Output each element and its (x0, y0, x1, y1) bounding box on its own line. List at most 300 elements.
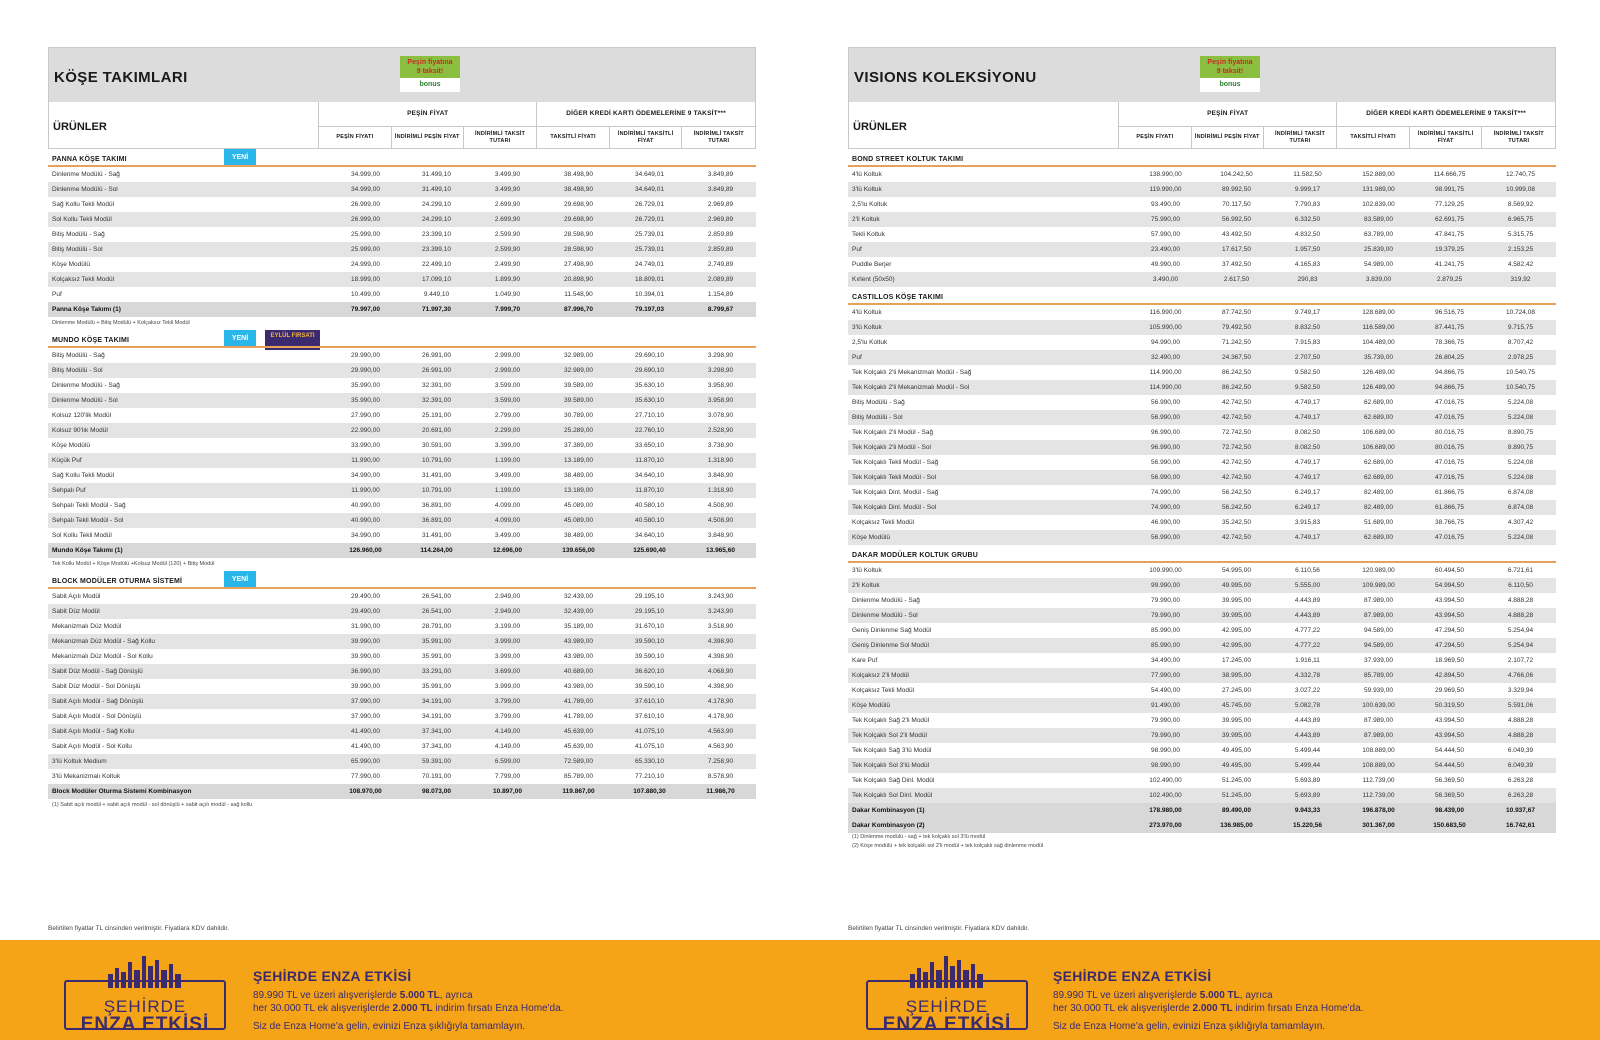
table-row (848, 758, 1556, 773)
price-cell: 61.866,75 (1435, 489, 1464, 496)
total-cell: 10.897,00 (493, 788, 522, 795)
price-cell: 34.999,00 (351, 171, 380, 178)
price-cell: 29.195,10 (635, 593, 664, 600)
product-name: Bitiş Modülü - Sağ (52, 352, 105, 359)
price-cell: 86.242,50 (1222, 384, 1251, 391)
price-cell: 62.689,00 (1364, 399, 1393, 406)
price-cell: 40.689,00 (564, 668, 593, 675)
price-cell: 6.263,28 (1507, 792, 1534, 799)
price-cell: 82.489,00 (1364, 489, 1393, 496)
table-row (848, 515, 1556, 530)
product-name: Sol Kollu Tekli Modül (52, 532, 112, 539)
price-cell: 29.969,50 (1435, 687, 1464, 694)
price-cell: 2.089,89 (707, 276, 734, 283)
price-cell: 138.990,00 (1149, 171, 1182, 178)
table-row (848, 182, 1556, 197)
price-cell: 72.589,00 (564, 758, 593, 765)
price-cell: 87.989,00 (1364, 732, 1393, 739)
total-row (848, 818, 1556, 833)
price-cell: 94.866,75 (1435, 369, 1464, 376)
price-cell: 79.990,00 (1151, 597, 1180, 604)
price-cell: 37.389,00 (564, 442, 593, 449)
price-cell: 34.990,00 (351, 532, 380, 539)
bonus-logo: bonus (419, 81, 441, 88)
price-cell: 40.580,10 (635, 517, 664, 524)
price-cell: 78.366,75 (1435, 339, 1464, 346)
product-name: Sabit Açılı Modül - Sağ Dönüşlü (52, 698, 144, 705)
product-name: 3'lü Koltuk (852, 324, 882, 331)
price-cell: 7.258,90 (707, 758, 734, 765)
table-row (48, 257, 756, 272)
price-cell: 4.099,00 (494, 502, 521, 509)
price-cell: 43.492,50 (1222, 231, 1251, 238)
price-cell: 3.999,00 (494, 638, 521, 645)
price-cell: 32.490,00 (1151, 354, 1180, 361)
price-cell: 4.888,28 (1507, 612, 1534, 619)
price-cell: 23.399,10 (422, 246, 451, 253)
enza-logo (866, 952, 1028, 1034)
price-cell: 10.791,00 (422, 487, 451, 494)
table-row (48, 649, 756, 664)
price-cell: 93.490,00 (1151, 201, 1180, 208)
price-cell: 112.739,00 (1362, 777, 1395, 784)
new-badge: YENİ (224, 330, 256, 348)
table-row (848, 425, 1556, 440)
price-cell: 4.443,89 (1294, 612, 1321, 619)
price-cell: 106.689,00 (1362, 429, 1395, 436)
price-cell: 35.990,00 (351, 397, 380, 404)
total-name: Block Modüler Oturma Sistemi Kombinasyon (52, 788, 192, 795)
price-cell: 5.499,44 (1294, 762, 1321, 769)
price-cell: 50.319,50 (1435, 702, 1464, 709)
price-cell: 6.049,39 (1507, 747, 1534, 754)
total-cell: 10.937,67 (1506, 807, 1535, 814)
price-cell: 74.990,00 (1151, 489, 1180, 496)
price-cell: 87.742,50 (1222, 309, 1251, 316)
price-cell: 6.874,08 (1507, 504, 1534, 511)
section-header (848, 545, 1556, 563)
table-row (48, 438, 756, 453)
price-cell: 8.569,92 (1507, 201, 1534, 208)
price-cell: 29.690,10 (635, 352, 664, 359)
table-row (848, 563, 1556, 578)
price-cell: 42.742,50 (1222, 534, 1251, 541)
price-cell: 94.990,00 (1151, 339, 1180, 346)
banner-line2: her 30.000 TL ek alışverişlerde 2.000 TL indirim fırsatı Enza Home'da. (253, 1003, 564, 1014)
table-row (48, 754, 756, 769)
total-cell: 114.264,00 (420, 547, 453, 554)
price-cell: 5.315,75 (1507, 231, 1534, 238)
price-cell: 94.589,00 (1364, 627, 1393, 634)
price-cell: 4.332,78 (1294, 672, 1321, 679)
price-cell: 10.999,08 (1506, 186, 1535, 193)
price-cell: 152.889,00 (1362, 171, 1395, 178)
price-cell: 5.693,89 (1294, 792, 1321, 799)
product-name: Puf (852, 246, 862, 253)
price-cell: 29.698,90 (564, 216, 593, 223)
price-cell: 24.299,10 (422, 201, 451, 208)
price-cell: 43.994,50 (1435, 612, 1464, 619)
table-row (848, 728, 1556, 743)
price-cell: 120.989,00 (1362, 567, 1395, 574)
total-row (48, 302, 756, 317)
price-cell: 56.369,50 (1435, 792, 1464, 799)
price-cell: 86.242,50 (1222, 369, 1251, 376)
price-cell: 39.990,00 (351, 653, 380, 660)
price-cell: 105.990,00 (1149, 324, 1182, 331)
section-title: CASTILLOS KÖŞE TAKIMI (852, 294, 944, 301)
price-cell: 32.439,00 (564, 608, 593, 615)
product-name: 2'li Koltuk (852, 216, 880, 223)
column-header: İNDİRİMLİ TAKSİTLİ FİYAT (1410, 127, 1483, 148)
price-cell: 6.965,75 (1507, 216, 1534, 223)
price-cell: 131.989,00 (1362, 186, 1395, 193)
section-note: Tek Kollu Modül + Köşe Modülü +Kolsuz Modül (120) + Bitiş Modül (52, 561, 215, 567)
price-cell: 32.989,00 (564, 352, 593, 359)
product-name: Mekanizmalı Düz Modül - Sol Kollu (52, 653, 153, 660)
table-row (848, 485, 1556, 500)
product-name: Geniş Dinlenme Sağ Modül (852, 627, 932, 634)
price-cell: 34.640,10 (635, 532, 664, 539)
price-cell: 5.254,94 (1507, 642, 1534, 649)
price-cell: 36.891,00 (422, 517, 451, 524)
price-cell: 63.789,00 (1364, 231, 1393, 238)
price-cell: 5.254,94 (1507, 627, 1534, 634)
section-header (48, 330, 756, 348)
price-cell: 39.990,00 (351, 638, 380, 645)
price-cell: 27.990,00 (351, 412, 380, 419)
table-row (48, 513, 756, 528)
column-subheaders (1337, 127, 1555, 148)
price-cell: 56.990,00 (1151, 414, 1180, 421)
price-cell: 42.742,50 (1222, 459, 1251, 466)
table-row (848, 335, 1556, 350)
product-name: Puf (852, 354, 862, 361)
price-cell: 34.649,01 (635, 186, 664, 193)
price-cell: 4.749,17 (1294, 414, 1321, 421)
price-cell: 7.915,83 (1294, 339, 1321, 346)
price-cell: 39.995,00 (1222, 597, 1251, 604)
price-cell: 4.307,42 (1507, 519, 1534, 526)
price-cell: 35.990,00 (351, 382, 380, 389)
total-cell: 98.073,00 (422, 788, 451, 795)
logo-line2: ENZA ETKİSİ (882, 1014, 1012, 1035)
price-cell: 4.888,28 (1507, 732, 1534, 739)
table-row (48, 664, 756, 679)
price-cell: 6.249,17 (1294, 489, 1321, 496)
promo-badge (1200, 56, 1260, 92)
product-name: Sabit Açılı Modül - Sol Kollu (52, 743, 132, 750)
price-cell: 85.789,00 (1364, 672, 1393, 679)
price-cell: 2.999,00 (494, 352, 521, 359)
price-cell: 34.999,00 (351, 186, 380, 193)
price-cell: 2.749,89 (707, 261, 734, 268)
product-name: Tek Kolçaklı Sağ 2'li Modül (852, 717, 930, 724)
price-cell: 38.766,75 (1435, 519, 1464, 526)
price-cell: 24.367,50 (1222, 354, 1251, 361)
price-cell: 47.016,75 (1435, 534, 1464, 541)
price-cell: 112.739,00 (1362, 792, 1395, 799)
price-cell: 114.990,00 (1149, 369, 1182, 376)
price-cell: 4.749,17 (1294, 459, 1321, 466)
column-group-title: DİĞER KREDİ KARTI ÖDEMELERİNE 9 TAKSİT*** (537, 102, 755, 127)
price-cell: 37.990,00 (351, 713, 380, 720)
table-row (48, 182, 756, 197)
logo-line1: ŞEHİRDE (905, 997, 989, 1016)
price-cell: 11.582,50 (1293, 171, 1322, 178)
table-row (48, 634, 756, 649)
price-cell: 87.989,00 (1364, 717, 1393, 724)
price-cell: 38.498,90 (564, 171, 593, 178)
price-cell: 79.492,50 (1222, 324, 1251, 331)
price-cell: 4.888,28 (1507, 597, 1534, 604)
price-cell: 4.749,17 (1294, 399, 1321, 406)
price-cell: 61.866,75 (1435, 504, 1464, 511)
product-name: Puf (52, 291, 62, 298)
price-cell: 36.891,00 (422, 502, 451, 509)
price-cell: 8.082,50 (1294, 444, 1321, 451)
price-cell: 3.699,00 (494, 668, 521, 675)
promo-line2: 9 taksit! (416, 68, 444, 75)
price-cell: 6.332,50 (1294, 216, 1321, 223)
section-header (848, 149, 1556, 167)
price-cell: 1.318,90 (707, 457, 734, 464)
price-cell: 3.490,00 (1152, 276, 1179, 283)
product-name: Bitiş Modülü - Sol (852, 414, 903, 421)
product-name: Bitiş Modülü - Sağ (852, 399, 905, 406)
price-cell: 2.879,25 (1436, 276, 1463, 283)
section-header (848, 287, 1556, 305)
price-cell: 2.499,90 (494, 261, 521, 268)
table-row (48, 769, 756, 784)
skyline-icon (906, 954, 988, 988)
price-cell: 71.242,50 (1222, 339, 1251, 346)
product-name: Tek Kolçaklı Sol Dinl. Modül (852, 792, 933, 799)
price-cell: 1.899,90 (494, 276, 521, 283)
price-cell: 4.582,42 (1507, 261, 1534, 268)
price-cell: 2.859,89 (707, 246, 734, 253)
column-group (319, 102, 537, 148)
total-cell: 196.878,00 (1362, 807, 1395, 814)
price-cell: 33.291,00 (422, 668, 451, 675)
price-cell: 4.777,22 (1294, 627, 1321, 634)
price-cell: 37.341,00 (422, 728, 451, 735)
price-cell: 4.099,00 (494, 517, 521, 524)
price-cell: 23.490,00 (1151, 246, 1180, 253)
price-cell: 37.939,00 (1364, 657, 1393, 664)
banner-text-left (253, 968, 563, 1032)
price-cell: 20.691,00 (422, 427, 451, 434)
product-name: Kolsuz 120'lik Modül (52, 412, 112, 419)
price-cell: 26.541,00 (422, 593, 451, 600)
table-row (848, 593, 1556, 608)
product-name: Dinlenme Modülü - Sağ (52, 171, 120, 178)
price-cell: 77.990,00 (351, 773, 380, 780)
column-header: İNDİRİMLİ TAKSİT TUTARI (1274, 130, 1326, 144)
product-name: Dinlenme Modülü - Sağ (852, 597, 920, 604)
price-cell: 9.715,75 (1507, 324, 1534, 331)
product-name: 3'lü Koltuk (852, 186, 882, 193)
price-cell: 35.991,00 (422, 653, 451, 660)
price-cell: 42.995,00 (1222, 642, 1251, 649)
section-rule (48, 587, 756, 589)
column-group (1119, 102, 1337, 148)
price-cell: 4.508,90 (707, 517, 734, 524)
price-cell: 5.499,44 (1294, 747, 1321, 754)
price-cell: 3.849,89 (707, 171, 734, 178)
price-cell: 26.991,00 (422, 352, 451, 359)
total-cell: 89.490,00 (1222, 807, 1251, 814)
price-cell: 57.990,00 (1151, 231, 1180, 238)
price-cell: 25.739,01 (635, 231, 664, 238)
price-cell: 35.991,00 (422, 683, 451, 690)
table-row (848, 167, 1556, 182)
price-cell: 3.849,89 (707, 186, 734, 193)
price-cell: 2.799,00 (494, 412, 521, 419)
section-title: MUNDO KÖŞE TAKIMI (52, 337, 130, 344)
price-cell: 65.330,10 (635, 758, 664, 765)
enza-logo (64, 952, 226, 1034)
price-cell: 1.049,90 (494, 291, 521, 298)
price-cell: 27.498,90 (564, 261, 593, 268)
price-cell: 28.598,90 (564, 246, 593, 253)
price-cell: 6.249,17 (1294, 504, 1321, 511)
price-cell: 94.866,75 (1435, 384, 1464, 391)
total-name: Panna Köşe Takımı (1) (52, 306, 121, 313)
section-title: BOND STREET KOLTUK TAKIMI (852, 156, 964, 163)
price-cell: 5.224,08 (1507, 459, 1534, 466)
table-row (48, 363, 756, 378)
price-cell: 62.691,75 (1435, 216, 1464, 223)
product-name: 2,5'lu Koltuk (852, 339, 888, 346)
price-cell: 32.391,00 (422, 382, 451, 389)
promo-line1: Peşin fiyatına (1207, 59, 1253, 66)
price-cell: 56.242,50 (1222, 504, 1251, 511)
price-cell: 39.590,10 (635, 683, 664, 690)
price-cell: 2.949,00 (494, 608, 521, 615)
price-cell: 34.649,01 (635, 171, 664, 178)
price-cell: 29.195,10 (635, 608, 664, 615)
price-cell: 42.742,50 (1222, 399, 1251, 406)
column-group-title: PEŞİN FİYAT (319, 102, 536, 127)
price-cell: 1.916,11 (1295, 657, 1320, 664)
price-cell: 77.129,25 (1435, 201, 1464, 208)
price-cell: 10.791,00 (422, 457, 451, 464)
price-cell: 3.298,90 (707, 367, 734, 374)
product-name: 3'lü Koltuk Medium (52, 758, 107, 765)
price-cell: 1.199,00 (494, 457, 521, 464)
promo-line1: Peşin fiyatına (407, 59, 453, 66)
section-note: (1) Sabit açılı modül + sabit açılı modül - sol dönüşlü + sabit açılı modül - sağ kollu (52, 802, 253, 808)
price-cell: 6.263,28 (1507, 777, 1534, 784)
price-cell: 31.491,00 (422, 472, 451, 479)
price-cell: 1.154,89 (707, 291, 734, 298)
total-cell: 7.999,70 (494, 306, 521, 313)
table-row (48, 378, 756, 393)
price-cell: 60.494,50 (1435, 567, 1464, 574)
price-footnote-left: Belirtilen fiyatlar TL cinsinden verilmiştir. Fiyatlara KDV dahildir. (48, 925, 229, 932)
table-row (848, 638, 1556, 653)
price-cell: 24.999,00 (351, 261, 380, 268)
total-row (48, 543, 756, 558)
price-cell: 62.689,00 (1364, 459, 1393, 466)
price-cell: 35.739,00 (1364, 354, 1393, 361)
price-cell: 18.999,00 (351, 276, 380, 283)
product-name: Sabit Açılı Modül - Sağ Kollu (52, 728, 135, 735)
price-cell: 18.969,50 (1435, 657, 1464, 664)
price-cell: 4.888,28 (1507, 717, 1534, 724)
price-cell: 85.990,00 (1151, 627, 1180, 634)
product-name: 2'li Koltuk (852, 582, 880, 589)
price-cell: 80.016,75 (1435, 444, 1464, 451)
product-name: Küçük Puf (52, 457, 82, 464)
price-cell: 10.499,00 (351, 291, 380, 298)
price-cell: 51.245,00 (1222, 777, 1251, 784)
price-cell: 13.189,00 (564, 457, 593, 464)
column-subheaders (319, 127, 536, 148)
price-cell: 2.528,90 (707, 427, 734, 434)
product-name: Geniş Dinlenme Sol Modül (852, 642, 929, 649)
price-cell: 3.243,90 (707, 608, 734, 615)
product-name: Sabit Açılı Modül - Sol Dönüşlü (52, 713, 142, 720)
product-name: Sabit Düz Modül (52, 608, 100, 615)
table-row (48, 679, 756, 694)
total-cell: 11.986,70 (706, 788, 735, 795)
table-row (848, 227, 1556, 242)
product-name: Tek Kolçaklı Sol 2'li Modül (852, 732, 927, 739)
price-cell: 10.394,01 (635, 291, 664, 298)
total-row (848, 803, 1556, 818)
table-row (48, 272, 756, 287)
price-cell: 29.990,00 (351, 352, 380, 359)
price-cell: 54.490,00 (1151, 687, 1180, 694)
price-cell: 96.990,00 (1151, 429, 1180, 436)
price-cell: 80.016,75 (1435, 429, 1464, 436)
price-cell: 38.489,00 (564, 532, 593, 539)
price-cell: 104.242,50 (1220, 171, 1253, 178)
price-cell: 3.848,90 (707, 472, 734, 479)
product-name: Sabit Düz Modül - Sol Dönüşlü (52, 683, 141, 690)
price-cell: 7.799,00 (494, 773, 521, 780)
price-cell: 47.016,75 (1435, 474, 1464, 481)
price-cell: 34.490,00 (1151, 657, 1180, 664)
section-rule (848, 303, 1556, 305)
price-cell: 128.689,00 (1362, 309, 1395, 316)
price-cell: 10.724,08 (1506, 309, 1535, 316)
price-cell: 38.498,90 (564, 186, 593, 193)
table-row (48, 498, 756, 513)
section-note: Dinlenme Modülü + Bitiş Modülü + Kolçaksız Tekli Modül (52, 320, 190, 326)
total-cell: 13.965,60 (706, 547, 735, 554)
table-row (848, 773, 1556, 788)
price-cell: 6.110,56 (1295, 567, 1320, 574)
price-cell: 41.075,10 (635, 743, 664, 750)
table-row (848, 257, 1556, 272)
price-cell: 2.949,00 (494, 593, 521, 600)
table-row (48, 739, 756, 754)
price-cell: 19.379,25 (1435, 246, 1464, 253)
total-cell: 119.867,00 (562, 788, 595, 795)
price-cell: 47.016,75 (1435, 459, 1464, 466)
price-cell: 22.990,00 (351, 427, 380, 434)
table-row (848, 380, 1556, 395)
price-cell: 4.178,90 (707, 713, 734, 720)
price-cell: 4.443,89 (1294, 597, 1321, 604)
banner-line1: 89.990 TL ve üzeri alışverişlerde 5.000 TL, ayrıca (253, 990, 473, 1001)
price-cell: 51.245,00 (1222, 792, 1251, 799)
banner-text-right (1053, 968, 1363, 1032)
table-row (48, 589, 756, 604)
